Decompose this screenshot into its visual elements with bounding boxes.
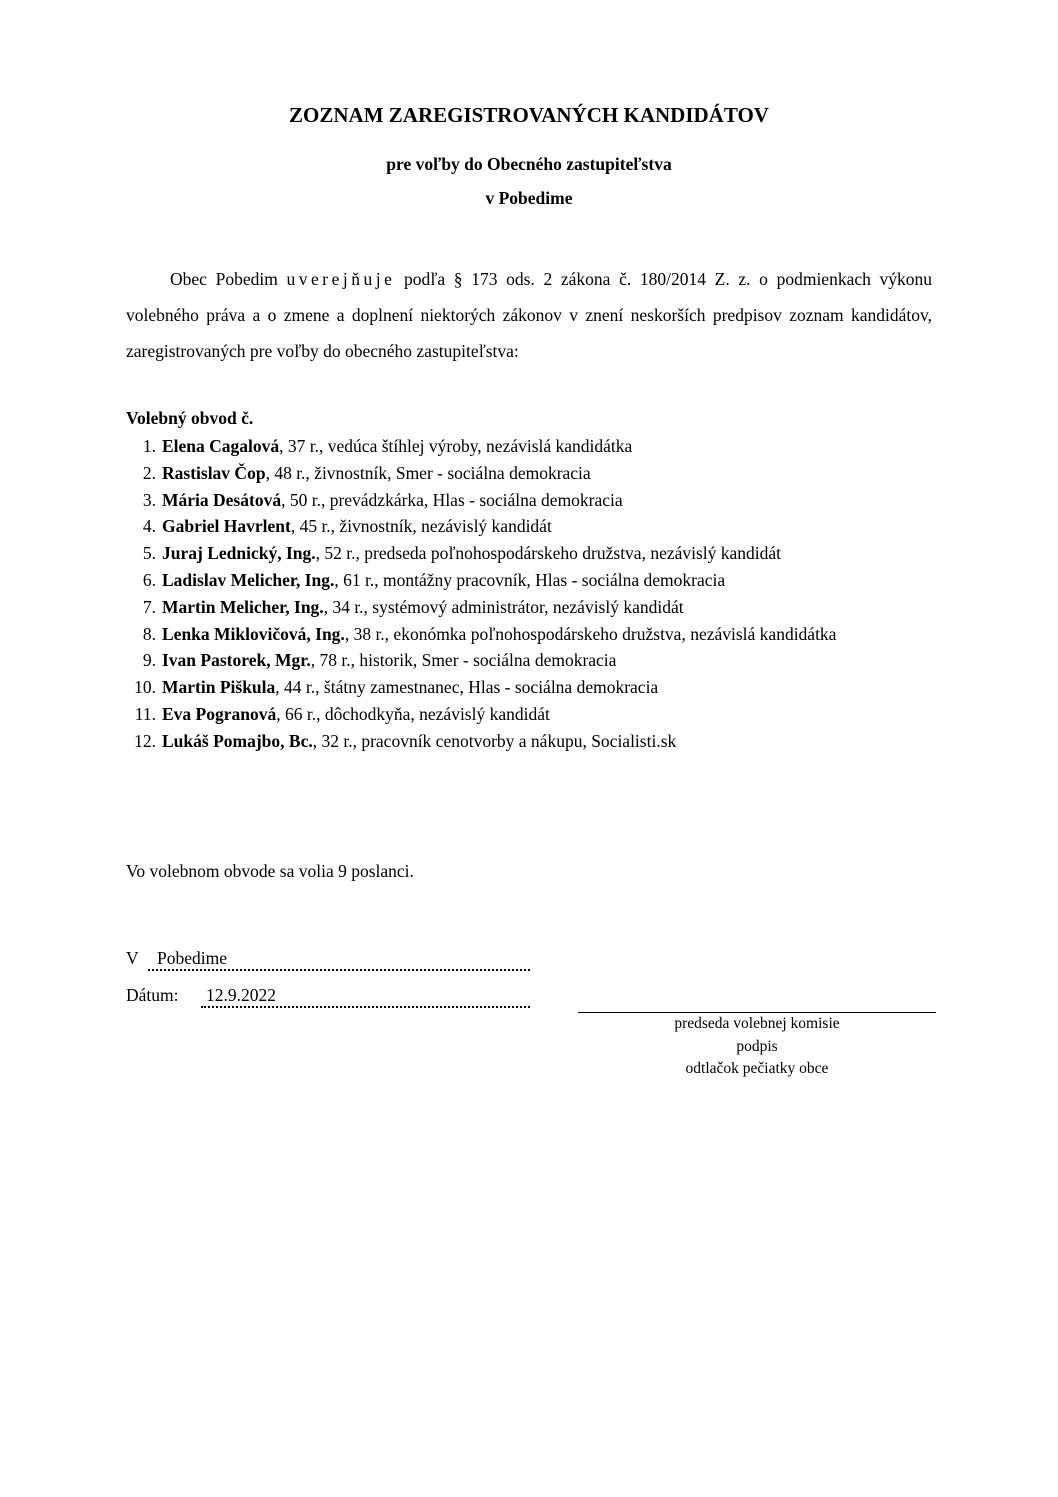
candidate-item: [126, 594, 1006, 621]
candidate-item: [126, 567, 1006, 594]
candidate-name: Martin Piškula: [162, 677, 276, 698]
candidate-number: 10.: [134, 677, 156, 698]
district-heading: Volebný obvod č.: [126, 408, 254, 428]
candidate-name: Lenka Miklovičová, Ing.: [162, 623, 345, 644]
signature-line: [578, 1012, 936, 1013]
candidate-details: , 48 r., živnostník, Smer - sociálna demokracia: [265, 462, 591, 483]
candidate-number: 9.: [142, 650, 156, 671]
candidate-number: 3.: [142, 489, 156, 510]
candidate-details: , 37 r., vedúca štíhlej výroby, nezávislá kandidátka: [279, 436, 633, 456]
candidate-number: 5.: [142, 543, 156, 564]
candidate-details: , 32 r., pracovník cenotvorby a nákupu, Socialisti.sk: [312, 730, 677, 751]
place-value: Pobedime: [157, 948, 227, 968]
date-value: 12.9.2022: [206, 985, 276, 1005]
candidate-number: 8.: [142, 623, 156, 644]
candidate-name: Juraj Lednický, Ing.: [162, 543, 316, 564]
candidate-list: [126, 433, 1006, 755]
candidate-number: 6.: [142, 569, 156, 590]
document-title: ZOZNAM ZAREGISTROVANÝCH KANDIDÁTOV: [289, 103, 769, 127]
candidate-number: 12.: [134, 730, 156, 751]
candidate-name: Rastislav Čop: [162, 462, 266, 483]
candidate-number: 11.: [134, 703, 156, 724]
candidate-name: Ivan Pastorek, Mgr.: [162, 650, 311, 671]
candidate-details: , 44 r., štátny zamestnanec, Hlas - sociálna demokracia: [275, 677, 659, 698]
document-subtitle: pre voľby do Obecného zastupiteľstva: [386, 154, 672, 174]
place-field: [126, 948, 227, 969]
candidate-item: [126, 540, 1006, 567]
candidate-item: [126, 621, 1006, 648]
document-subtitle-municipality: v Pobedime: [485, 188, 573, 208]
candidate-item: [126, 433, 1006, 460]
intro-verb: uverejňuje: [286, 269, 396, 289]
signature-role: predseda volebnej komisie: [674, 1015, 840, 1032]
seats-note: Vo volebnom obvode sa volia 9 poslanci.: [126, 861, 414, 881]
candidate-details: , 50 r., prevádzkárka, Hlas - sociálna demokracia: [281, 489, 623, 510]
candidate-item: [126, 674, 1006, 701]
candidate-item: [126, 701, 1006, 728]
candidate-item: [126, 728, 1006, 755]
candidate-item: [126, 460, 1006, 487]
candidate-name: Elena Cagalová: [162, 436, 280, 456]
candidate-details: , 38 r., ekonómka poľnohospodárskeho družstva, nezávislá kandidátka: [344, 623, 837, 644]
candidate-name: Eva Pogranová: [162, 703, 277, 724]
intro-part-1: Obec Pobedim: [170, 269, 278, 289]
candidate-name: Lukáš Pomajbo, Bc.: [162, 730, 313, 751]
candidate-details: , 45 r., živnostník, nezávislý kandidát: [290, 516, 552, 537]
candidate-item: [126, 647, 1006, 674]
signature-caption: podpis: [736, 1038, 778, 1055]
intro-paragraph: [126, 261, 932, 369]
place-label: V: [126, 948, 139, 968]
candidate-details: , 52 r., predseda poľnohospodárskeho družstva, nezávislý kandidát: [315, 543, 782, 564]
candidate-name: Gabriel Havrlent: [162, 516, 291, 537]
candidate-details: , 61 r., montážny pracovník, Hlas - sociálna demokracia: [334, 569, 726, 590]
date-dotted-line: [201, 1006, 530, 1008]
candidate-details: , 66 r., dôchodkyňa, nezávislý kandidát: [276, 703, 550, 724]
stamp-caption: odtlačok pečiatky obce: [685, 1060, 829, 1077]
candidate-name: Martin Melicher, Ing.: [162, 596, 324, 617]
candidate-number: 1.: [142, 436, 156, 456]
candidate-name: Mária Desátová: [162, 489, 282, 510]
intro-part-2: podľa § 173 ods. 2 zákona č. 180/2014 Z. z. o podmienkach výkonu volebného práva a o zmene a doplnení niektorých zákonov v znení neskorších predpisov zoznam kandidátov, zaregistrovaných pre voľby do obecného zastupiteľstva:: [126, 269, 933, 361]
date-label: Dátum:: [126, 985, 179, 1005]
candidate-item: [126, 487, 1006, 514]
date-field: [126, 985, 276, 1006]
candidate-details: , 34 r., systémový administrátor, nezávislý kandidát: [323, 596, 684, 617]
candidate-number: 4.: [142, 516, 156, 537]
candidate-details: , 78 r., historik, Smer - sociálna demokracia: [310, 650, 617, 671]
place-dotted-line: [148, 969, 530, 971]
candidate-number: 2.: [142, 462, 156, 483]
candidate-item: [126, 513, 1006, 540]
candidate-number: 7.: [142, 596, 156, 617]
candidate-name: Ladislav Melicher, Ing.: [162, 569, 335, 590]
